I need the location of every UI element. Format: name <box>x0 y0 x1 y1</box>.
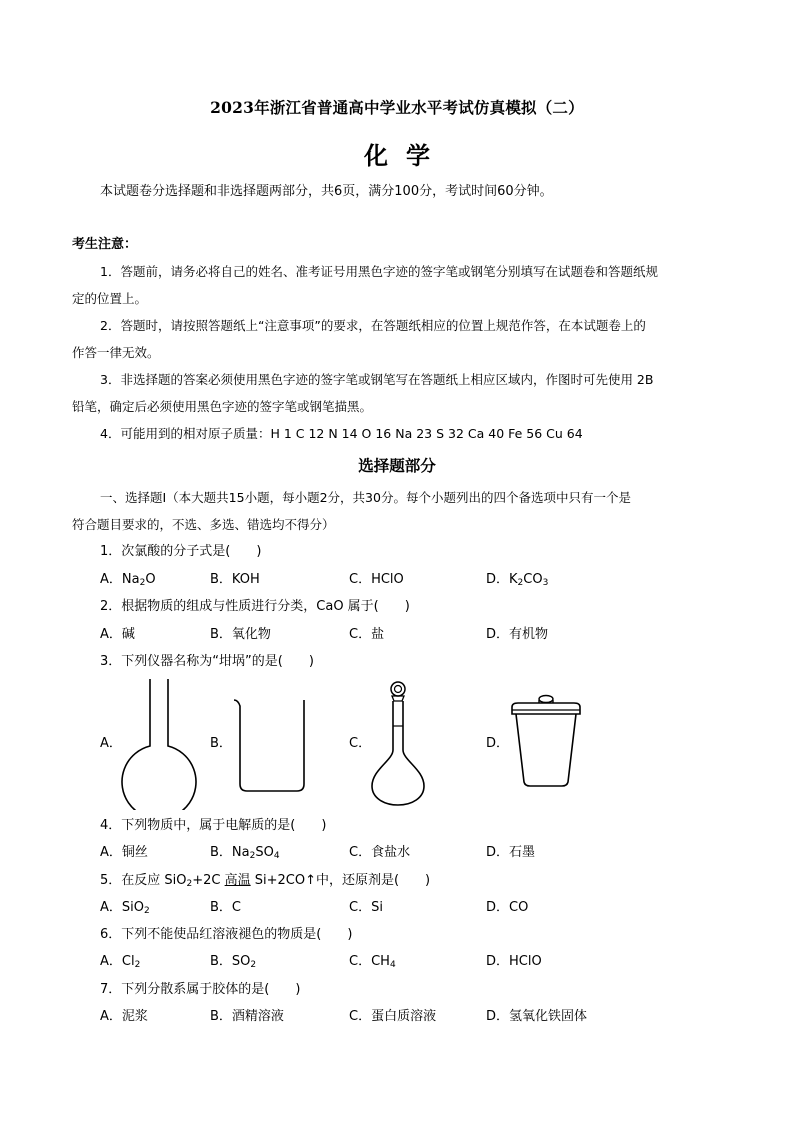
notice-item-3-line2: 铅笔，确定后必须使用黑色字迹的签字笔或钢笔描黑。 <box>72 399 373 414</box>
question-5-stem: 5．在反应 SiO$_2$+2C 高温 Si+2CO↑中，还原剂是( ) <box>100 873 431 889</box>
notice-item-2-line2: 作答一律无效。 <box>72 345 160 360</box>
notice-item-1-line1: 1．答题前，请务必将自己的姓名、准考证号用黑色字迹的签字笔或钢笔分别填写在试题卷和答题纸规 <box>100 264 658 279</box>
question-6-option-d[interactable]: D．HClO <box>486 954 542 969</box>
question-2-option-d[interactable]: D．有机物 <box>486 627 549 642</box>
question-1-option-b[interactable]: B．KOH <box>210 572 260 587</box>
question-5-option-a[interactable]: A．SiO$_2$ <box>100 900 150 916</box>
crucible-icon <box>506 692 586 790</box>
question-6-stem: 6．下列不能使品红溶液褪色的物质是( ) <box>100 927 353 942</box>
beaker-icon <box>228 696 312 794</box>
notice-item-4: 4．可能用到的相对原子质量：H 1 C 12 N 14 O 16 Na 23 S 32 Ca 40 Fe 56 Cu 64 <box>100 426 583 441</box>
part1-instructions-line2: 符合题目要求的，不选、多选、错选均不得分） <box>72 517 335 532</box>
question-2-option-b[interactable]: B．氧化物 <box>210 627 271 642</box>
question-2-option-c[interactable]: C．盐 <box>349 627 385 642</box>
question-4-option-a[interactable]: A．铜丝 <box>100 845 148 860</box>
question-4-option-c[interactable]: C．食盐水 <box>349 845 411 860</box>
question-1-stem: 1．次氯酸的分子式是( ) <box>100 544 262 559</box>
high-temperature-condition: 高温 <box>224 873 251 888</box>
question-1-option-d[interactable]: D．$K_2CO_3$ <box>486 572 549 588</box>
question-6-option-c[interactable]: C．$CH_4$ <box>349 954 396 970</box>
question-3-option-a[interactable]: A． <box>100 736 122 751</box>
notice-item-3-line1: 3．非选择题的答案必须使用黑色字迹的签字笔或钢笔写在答题纸上相应区域内，作图时可先使用 2B <box>100 372 654 387</box>
volumetric-flask-icon <box>368 678 428 808</box>
question-5-option-d[interactable]: D．CO <box>486 900 529 915</box>
question-5-option-b[interactable]: B．C <box>210 900 241 915</box>
question-5-option-c[interactable]: C．Si <box>349 900 383 915</box>
exam-intro: 本试题卷分选择题和非选择题两部分，共6页，满分100分，考试时间60分钟。 <box>100 184 553 199</box>
question-4-option-d[interactable]: D．石墨 <box>486 845 536 860</box>
subject-title: 化学 <box>364 142 448 170</box>
exam-title: 2023年浙江省普通高中学业水平考试仿真模拟（二） <box>210 98 584 117</box>
question-7-option-a[interactable]: A．泥浆 <box>100 1009 148 1024</box>
round-bottom-flask-icon <box>118 676 198 810</box>
question-7-option-b[interactable]: B．酒精溶液 <box>210 1009 284 1024</box>
question-3-option-c[interactable]: C． <box>349 736 372 751</box>
question-7-option-c[interactable]: C．蛋白质溶液 <box>349 1009 437 1024</box>
question-1-option-a[interactable]: A．$Na_2O$ <box>100 572 156 588</box>
question-6-option-a[interactable]: A．$Cl_2$ <box>100 954 141 970</box>
question-7-stem: 7．下列分散系属于胶体的是( ) <box>100 982 301 997</box>
question-3-option-d[interactable]: D． <box>486 736 510 751</box>
part1-instructions-line1: 一、选择题Ⅰ（本大题共15小题，每小题2分，共30分。每个小题列出的四个备选项中只有一个是 <box>100 490 631 505</box>
question-2-option-a[interactable]: A．碱 <box>100 627 135 642</box>
question-3-option-b[interactable]: B． <box>210 736 232 751</box>
question-4-stem: 4．下列物质中，属于电解质的是( ) <box>100 818 327 833</box>
notice-item-1-line2: 定的位置上。 <box>72 291 148 306</box>
section-title: 选择题部分 <box>358 457 436 475</box>
question-4-option-b[interactable]: B．$Na_2SO_4$ <box>210 845 280 861</box>
question-7-option-d[interactable]: D．氢氧化铁固体 <box>486 1009 588 1024</box>
notice-heading: 考生注意： <box>72 237 138 252</box>
question-1-option-c[interactable]: C．HClO <box>349 572 404 587</box>
question-2-stem: 2．根据物质的组成与性质进行分类，CaO 属于( ) <box>100 599 410 614</box>
question-3-stem: 3．下列仪器名称为“坩埚”的是( ) <box>100 654 314 669</box>
notice-item-2-line1: 2．答题时，请按照答题纸上“注意事项”的要求，在答题纸相应的位置上规范作答，在本试题卷上的 <box>100 318 646 333</box>
question-6-option-b[interactable]: B．$SO_2$ <box>210 954 257 970</box>
